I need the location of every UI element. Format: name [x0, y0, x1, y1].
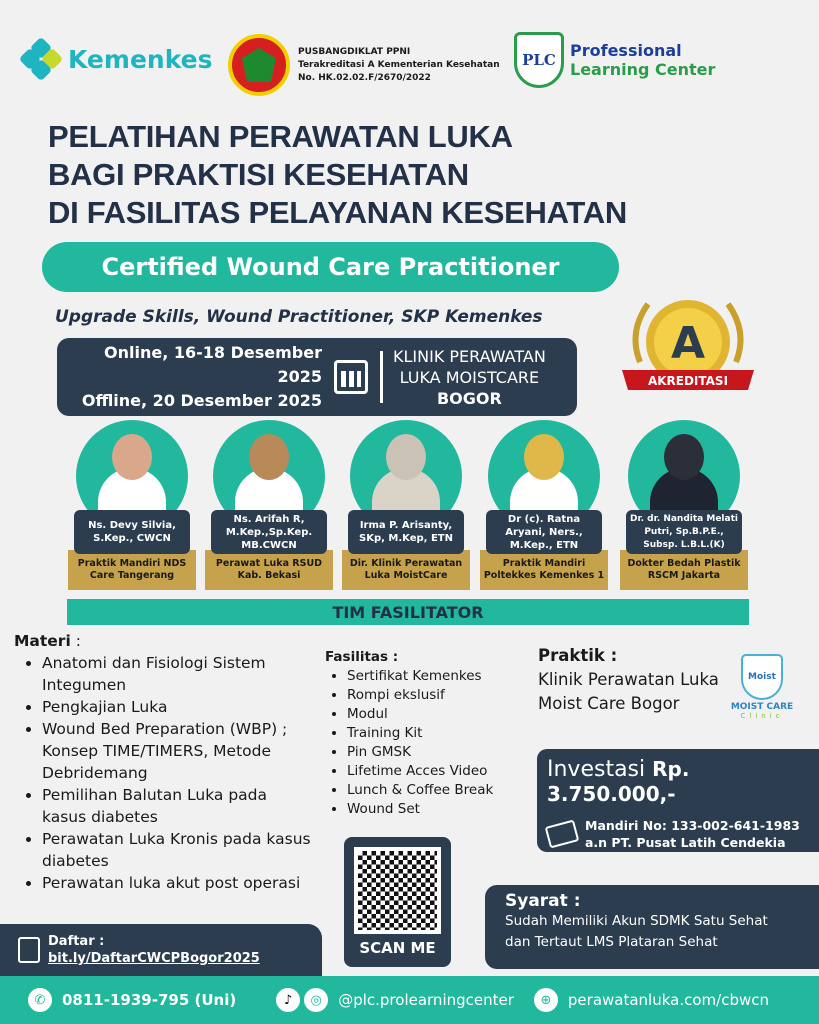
praktik-section	[538, 644, 719, 716]
ppni-logo	[228, 34, 500, 96]
phone-number[interactable]: 0811-1939-795 (Uni)	[62, 991, 237, 1009]
praktik-line: Moist Care Bogor	[538, 694, 680, 713]
praktik-heading: Praktik :	[538, 646, 618, 665]
instagram-icon[interactable]: ◎	[304, 988, 328, 1012]
daftar-label: Daftar :	[48, 934, 105, 949]
kemenkes-wordmark: Kemenkes	[68, 44, 213, 74]
fasilitas-item: • Training Kit	[347, 724, 493, 743]
globe-icon: ⊕	[534, 988, 558, 1012]
fasilitas-heading: Fasilitas :	[325, 649, 399, 665]
website-link[interactable]: perawatanluka.com/cbwcn	[567, 991, 769, 1009]
facilitator-name: Irma P. Arisanty, SKp, M.Kep, ETN	[348, 510, 464, 554]
daftar-box	[0, 924, 322, 976]
facilitator-card	[480, 420, 608, 590]
ppni-line: Terakreditasi A Kementerian Kesehatan	[298, 59, 500, 70]
location-line: KLINIK PERAWATAN	[393, 346, 546, 366]
daftar-link[interactable]: bit.ly/DaftarCWCPBogor2025	[48, 951, 260, 966]
facilitator-card	[342, 420, 470, 590]
ppni-line: PUSBANGDIKLAT PPNI	[298, 46, 411, 57]
social-handle[interactable]: @plc.prolearningcenter	[338, 991, 514, 1009]
scan-me-label: SCAN ME	[359, 939, 436, 957]
kemenkes-logo	[22, 40, 212, 78]
facilitator-name: Dr (c). Ratna Aryani, Ners., M.Kep., ETN	[486, 510, 602, 554]
footer	[0, 976, 819, 1024]
materi-item: • Pemilihan Balutan Luka pada kasus diabetes	[42, 784, 314, 828]
schedule-box	[57, 338, 577, 416]
location-line: LUKA MOISTCARE	[399, 367, 540, 387]
kemenkes-mark-icon	[22, 40, 60, 78]
online-date: Online, 16-18 Desember 2025	[104, 343, 322, 386]
syarat-line: dan Tertaut LMS Plataran Sehat	[505, 934, 718, 950]
investasi-price: Rp. 3.750.000,-	[547, 757, 690, 806]
moist-sub: Clinic	[740, 712, 784, 720]
facilitator-card	[68, 420, 196, 590]
accreditation-badge	[618, 292, 758, 400]
investasi-label: Investasi	[547, 757, 646, 782]
materi-item: • Perawatan Luka Kronis pada kasus diabetes	[42, 828, 314, 872]
syarat-line: Sudah Memiliki Akun SDMK Satu Sehat	[505, 913, 768, 929]
facilitator-role: Perawat Luka RSUD Kab. Bekasi	[205, 550, 333, 590]
title-line: PELATIHAN PERAWATAN LUKA	[48, 119, 513, 154]
facilitator-role: Praktik Mandiri NDS Care Tangerang	[68, 550, 196, 590]
fasilitas-item: • Lifetime Acces Video	[347, 762, 493, 781]
certification-banner: Certified Wound Care Practitioner	[42, 242, 619, 292]
qr-code-icon	[354, 847, 441, 934]
facilitator-name: Ns. Devy Silvia, S.Kep., CWCN	[74, 510, 190, 554]
location-line: BOGOR	[436, 388, 502, 408]
materi-colon: :	[70, 632, 81, 650]
materi-heading: Materi	[14, 632, 71, 650]
tagline: Upgrade Skills, Wound Practitioner, SKP Kemenkes	[55, 307, 543, 327]
fasilitas-item: • Pin GMSK	[347, 743, 493, 762]
badge-ribbon: AKREDITASI	[647, 374, 729, 388]
fasilitas-section	[325, 648, 493, 819]
form-edit-icon	[18, 937, 40, 963]
team-label: TIM FASILITATOR	[67, 599, 749, 625]
bank-account: Mandiri No: 133-002-641-1983	[585, 818, 800, 833]
syarat-box	[485, 885, 819, 969]
title-line: DI FASILITAS PELAYANAN KESEHATAN	[48, 195, 627, 230]
title-line: BAGI PRAKTISI KESEHATAN	[48, 157, 469, 192]
facilitator-name: Dr. dr. Nandita Melati Putri, Sp.B.P.E., Subsp. L.B.L.(K)	[626, 510, 742, 554]
moist-care-logo	[724, 654, 800, 720]
moist-shield-icon: Moist	[741, 654, 783, 700]
fasilitas-item: • Lunch & Coffee Break	[347, 781, 493, 800]
investasi-box	[537, 749, 819, 852]
moist-name: MOIST CARE	[730, 702, 794, 712]
plc-line1: Professional	[570, 41, 682, 60]
facilitator-card	[205, 420, 333, 590]
calendar-icon	[334, 360, 368, 394]
materi-section	[14, 630, 314, 894]
credit-card-icon	[545, 819, 580, 848]
plc-shield-icon: PLC	[514, 32, 564, 88]
plc-line2: Learning Center	[570, 60, 716, 79]
materi-item: • Pengkajian Luka	[42, 696, 314, 718]
page-title	[48, 118, 627, 232]
fasilitas-item: • Rompi ekslusif	[347, 686, 493, 705]
fasilitas-item: • Sertifikat Kemenkes	[347, 667, 493, 686]
badge-letter: A	[670, 318, 706, 369]
plc-logo	[514, 32, 715, 88]
facilitator-role: Dir. Klinik Perawatan Luka MoistCare	[342, 550, 470, 590]
divider	[380, 351, 383, 403]
facilitator-card	[620, 420, 748, 590]
ppni-seal-icon	[228, 34, 290, 96]
materi-item: • Wound Bed Preparation (WBP) ; Konsep TIME/TIMERS, Metode Debridemang	[42, 718, 314, 784]
bank-holder: a.n PT. Pusat Latih Cendekia	[585, 835, 786, 850]
materi-item: • Perawatan luka akut post operasi	[42, 872, 314, 894]
fasilitas-item: • Modul	[347, 705, 493, 724]
offline-date: Offline, 20 Desember 2025	[81, 391, 322, 410]
tiktok-icon[interactable]: ♪	[276, 988, 300, 1012]
facilitator-role: Dokter Bedah Plastik RSCM Jakarta	[620, 550, 748, 590]
qr-code[interactable]	[344, 837, 451, 967]
praktik-line: Klinik Perawatan Luka	[538, 670, 719, 689]
facilitator-name: Ns. Arifah R, M.Kep.,Sp.Kep. MB.CWCN	[211, 510, 327, 554]
syarat-heading: Syarat :	[505, 891, 581, 911]
materi-item: • Anatomi dan Fisiologi Sistem Integumen	[42, 652, 314, 696]
facilitator-role: Praktik Mandiri Poltekkes Kemenkes 1	[480, 550, 608, 590]
fasilitas-item: • Wound Set	[347, 800, 493, 819]
phone-icon: ✆	[28, 988, 52, 1012]
ppni-line: No. HK.02.02.F/2670/2022	[298, 72, 431, 83]
